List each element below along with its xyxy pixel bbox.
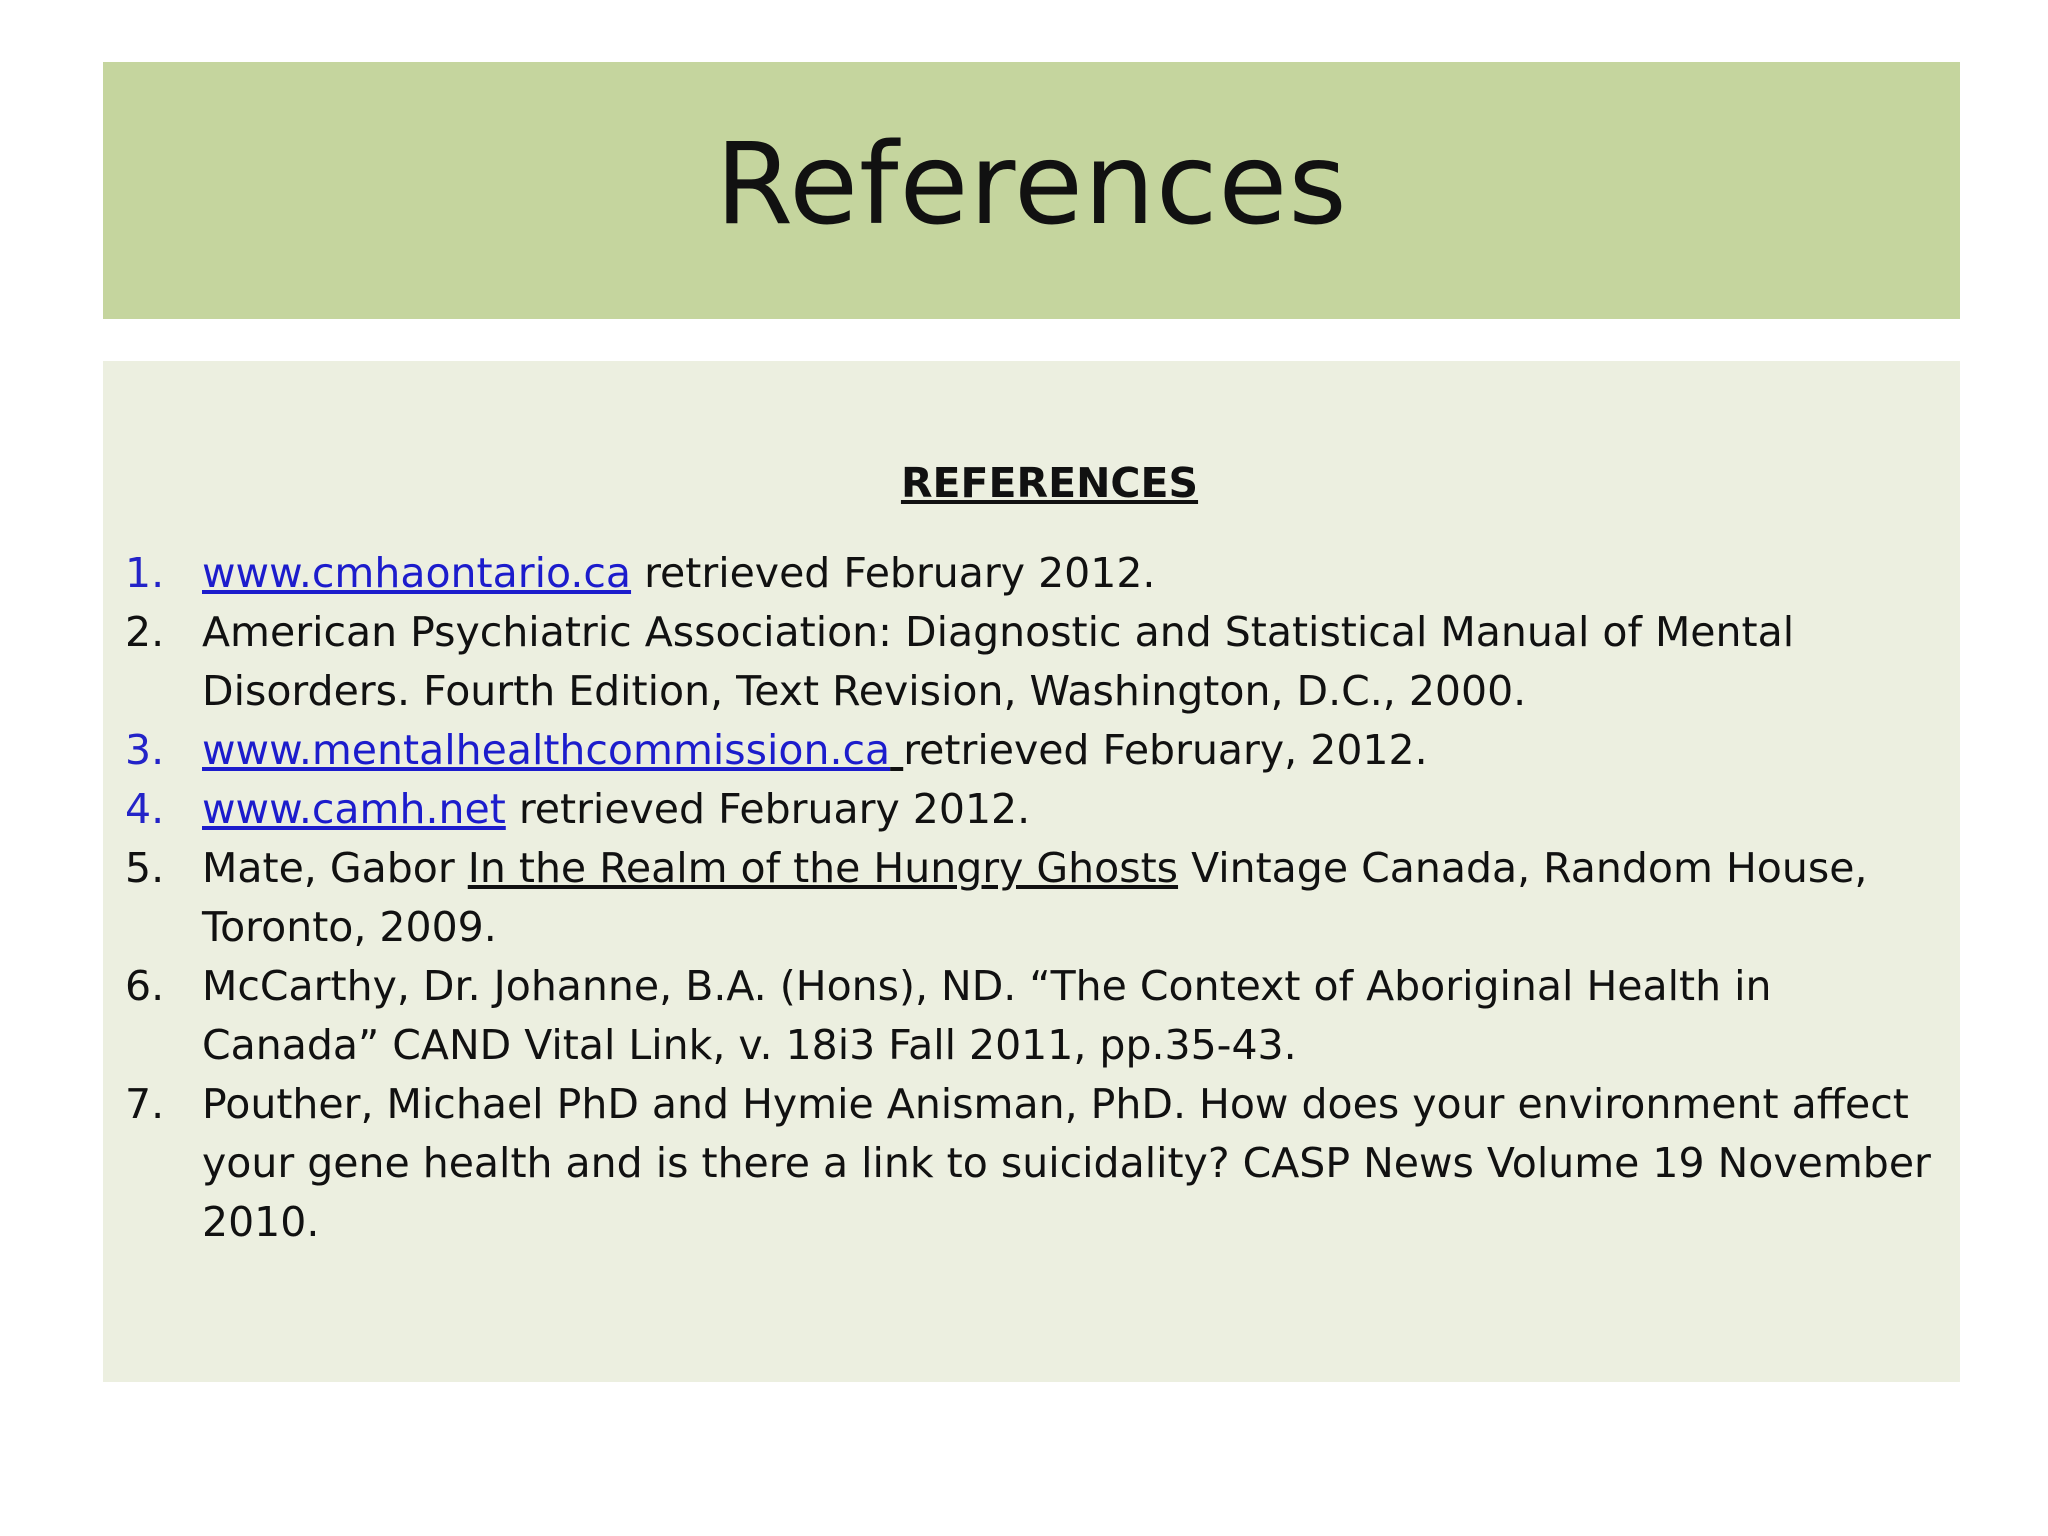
reference-text xyxy=(202,780,1945,839)
reference-text: American Psychiatric Association: Diagnostic and Statistical Manual of Mental Disorders. Fourth Edition, Text Revision, Washington, D.C., 2000. xyxy=(202,608,1795,715)
reference-item-3 xyxy=(125,721,1945,780)
reference-number: 5. xyxy=(125,844,165,892)
title-band xyxy=(103,62,1960,319)
reference-list xyxy=(125,544,1945,1252)
reference-number: 1. xyxy=(125,549,165,597)
mentalhealthcommission-link[interactable]: www.mentalhealthcommission.ca xyxy=(202,726,891,774)
reference-text xyxy=(202,839,1945,957)
reference-text: Pouther, Michael PhD and Hymie Anisman, PhD. How does your environment affect your gene health and is there a link to suicidality? CASP News Volume 19 November 2010. xyxy=(202,1080,1931,1246)
references-heading: REFERENCES xyxy=(900,459,1199,507)
reference-text-tail: retrieved February 2012. xyxy=(505,785,1031,833)
book-title: In the Realm of the Hungry Ghosts xyxy=(467,844,1179,892)
camh-link[interactable]: www.camh.net xyxy=(202,785,506,833)
reference-item-5 xyxy=(125,839,1945,957)
reference-item-1 xyxy=(125,544,1945,603)
reference-author: Mate, Gabor xyxy=(202,844,468,892)
reference-item-7 xyxy=(125,1075,1945,1252)
reference-text: McCarthy, Dr. Johanne, B.A. (Hons), ND. “The Context of Aboriginal Health in Canada” CAND Vital Link, v. 18i3 Fall 2011, pp.35-43. xyxy=(202,962,1772,1069)
reference-number: 3. xyxy=(125,726,165,774)
reference-number: 4. xyxy=(125,785,165,833)
reference-item-4 xyxy=(125,780,1945,839)
reference-text-tail: retrieved February 2012. xyxy=(631,549,1156,597)
cmhaontario-link[interactable]: www.cmhaontario.ca xyxy=(202,549,632,597)
reference-text xyxy=(202,721,1945,780)
reference-publisher: Vintage Canada, Random House, Toronto, 2009. xyxy=(202,844,1868,951)
reference-item-2 xyxy=(125,603,1945,721)
reference-number: 6. xyxy=(125,962,165,1010)
reference-item-6 xyxy=(125,957,1945,1075)
page-title: References xyxy=(715,119,1348,250)
reference-text xyxy=(202,544,1945,603)
references-panel xyxy=(103,361,1960,1382)
link-trailing-space xyxy=(890,726,903,774)
reference-number: 7. xyxy=(125,1080,165,1128)
reference-text-tail: retrieved February, 2012. xyxy=(903,726,1428,774)
reference-number: 2. xyxy=(125,608,165,656)
